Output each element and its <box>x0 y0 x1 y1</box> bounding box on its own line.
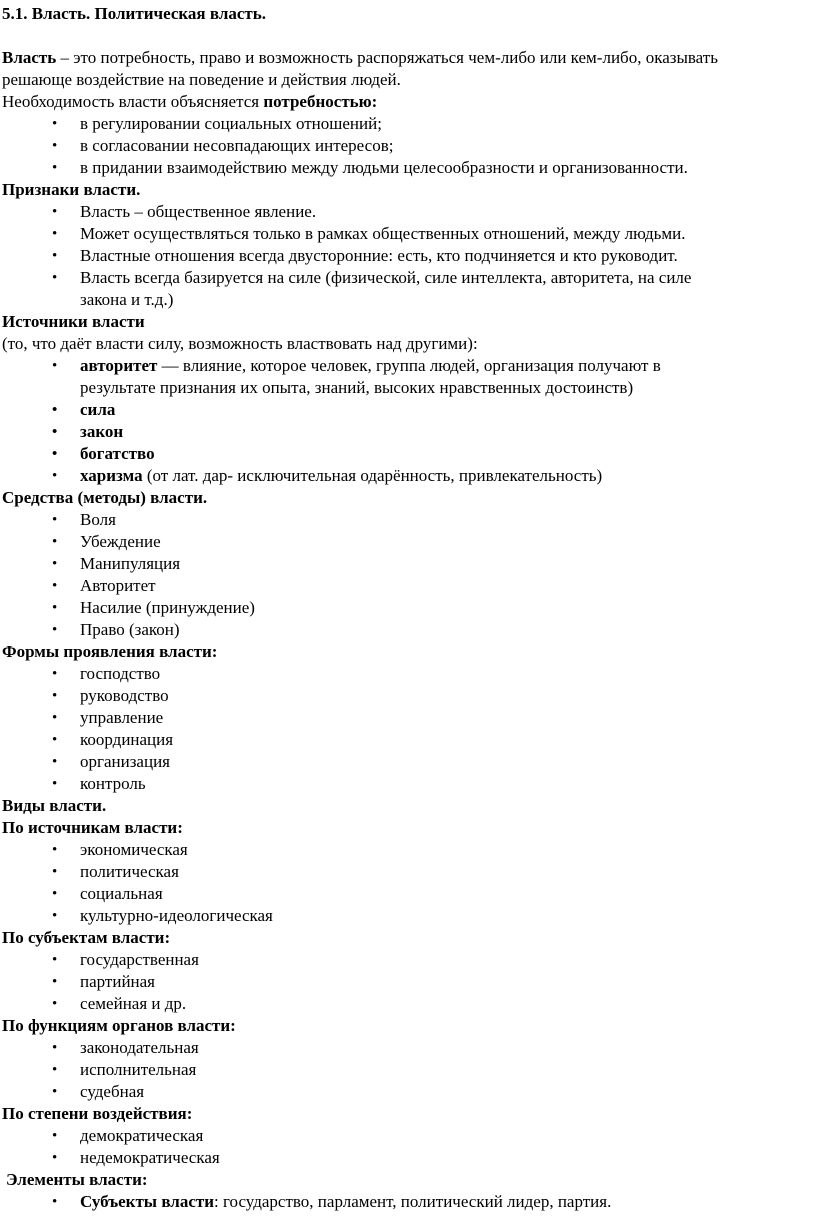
means-heading: Средства (методы) власти. <box>2 488 208 507</box>
elements-list <box>2 1191 816 1213</box>
list-item: • законодательная <box>2 1037 816 1059</box>
list-item <box>2 465 816 487</box>
necessity-bold: потребностью: <box>263 92 378 111</box>
list-item: • демократическая <box>2 1125 816 1147</box>
list-item: • Может осуществляться только в рамках общественных отношений, между людьми. <box>2 223 816 245</box>
necessity-list <box>2 113 816 179</box>
types-heading: Виды власти. <box>2 796 107 815</box>
charisma-text: (от лат. дар- исключительная одарённость, привлекательность) <box>142 466 603 485</box>
list-item <box>2 1191 816 1213</box>
page-title: 5.1. Власть. Политическая власть. <box>2 4 266 23</box>
by-source-heading: По источникам власти: <box>2 818 183 837</box>
list-item: • в согласовании несовпадающих интересов; <box>2 135 816 157</box>
list-item: • исполнительная <box>2 1059 816 1081</box>
spacer <box>2 25 816 47</box>
definition-term: Власть <box>2 48 57 67</box>
by-subject-heading: По субъектам власти: <box>2 928 171 947</box>
sources-list <box>2 355 816 487</box>
list-item-line: Власть всегда базируется на силе (физической, силе интеллекта, авторитета, на силе <box>80 268 692 287</box>
list-item: • Убеждение <box>2 531 816 553</box>
signs-heading: Признаки власти. <box>2 180 141 199</box>
list-item <box>2 267 816 311</box>
definition-text: – это потребность, право и возможность распоряжаться чем-либо или кем-либо, оказывать <box>56 48 718 67</box>
list-item: • Манипуляция <box>2 553 816 575</box>
authority-text-2: результате признания их опыта, знаний, высоких нравственных достоинств) <box>80 378 634 397</box>
by-function-heading: По функциям органов власти: <box>2 1016 236 1035</box>
list-item: • Власть – общественное явление. <box>2 201 816 223</box>
by-source-list <box>2 839 816 927</box>
forms-list <box>2 663 816 795</box>
by-function-list <box>2 1037 816 1103</box>
list-item: • недемократическая <box>2 1147 816 1169</box>
list-item: • культурно-идеологическая <box>2 905 816 927</box>
list-item: • в придании взаимодействию между людьми целесообразности и организованности. <box>2 157 816 179</box>
sources-subheading: (то, что даёт власти силу, возможность властвовать над другими): <box>2 334 478 353</box>
list-item: • государственная <box>2 949 816 971</box>
list-item: • социальная <box>2 883 816 905</box>
subjects-text: : государство, парламент, политический лидер, партия. <box>214 1192 612 1211</box>
means-list <box>2 509 816 641</box>
list-item: • управление <box>2 707 816 729</box>
list-item: • в регулировании социальных отношений; <box>2 113 816 135</box>
definition-line-1 <box>2 47 816 69</box>
list-item-line: закона и т.д.) <box>80 290 174 309</box>
list-item: • партийная <box>2 971 816 993</box>
list-item: • сила <box>2 399 816 421</box>
list-item: • контроль <box>2 773 816 795</box>
signs-list <box>2 201 816 311</box>
list-item: • Авторитет <box>2 575 816 597</box>
list-item: • судебная <box>2 1081 816 1103</box>
list-item: • координация <box>2 729 816 751</box>
charisma-term: харизма <box>80 466 143 485</box>
necessity-prefix: Необходимость власти объясняется <box>2 92 264 111</box>
list-item: • Воля <box>2 509 816 531</box>
by-degree-list <box>2 1125 816 1169</box>
elements-heading: Элементы власти: <box>6 1170 148 1189</box>
forms-heading: Формы проявления власти: <box>2 642 218 661</box>
list-item: • Властные отношения всегда двусторонние: есть, кто подчиняется и кто руководит. <box>2 245 816 267</box>
list-item: • господство <box>2 663 816 685</box>
list-item: • Право (закон) <box>2 619 816 641</box>
by-subject-list <box>2 949 816 1015</box>
definition-line-2: решающе воздействие на поведение и действия людей. <box>2 70 401 89</box>
list-item: • организация <box>2 751 816 773</box>
list-item: • руководство <box>2 685 816 707</box>
list-item: • закон <box>2 421 816 443</box>
list-item: • политическая <box>2 861 816 883</box>
by-degree-heading: По степени воздействия: <box>2 1104 193 1123</box>
authority-text: — влияние, которое человек, группа людей, организация получают в <box>157 356 661 375</box>
list-item <box>2 355 816 399</box>
sources-heading: Источники власти <box>2 312 145 331</box>
list-item: • экономическая <box>2 839 816 861</box>
list-item: • семейная и др. <box>2 993 816 1015</box>
authority-term: авторитет <box>80 356 158 375</box>
necessity-line <box>2 91 816 113</box>
subjects-term: Субъекты власти <box>80 1192 215 1211</box>
document-page <box>0 3 816 1213</box>
list-item: • богатство <box>2 443 816 465</box>
list-item: • Насилие (принуждение) <box>2 597 816 619</box>
